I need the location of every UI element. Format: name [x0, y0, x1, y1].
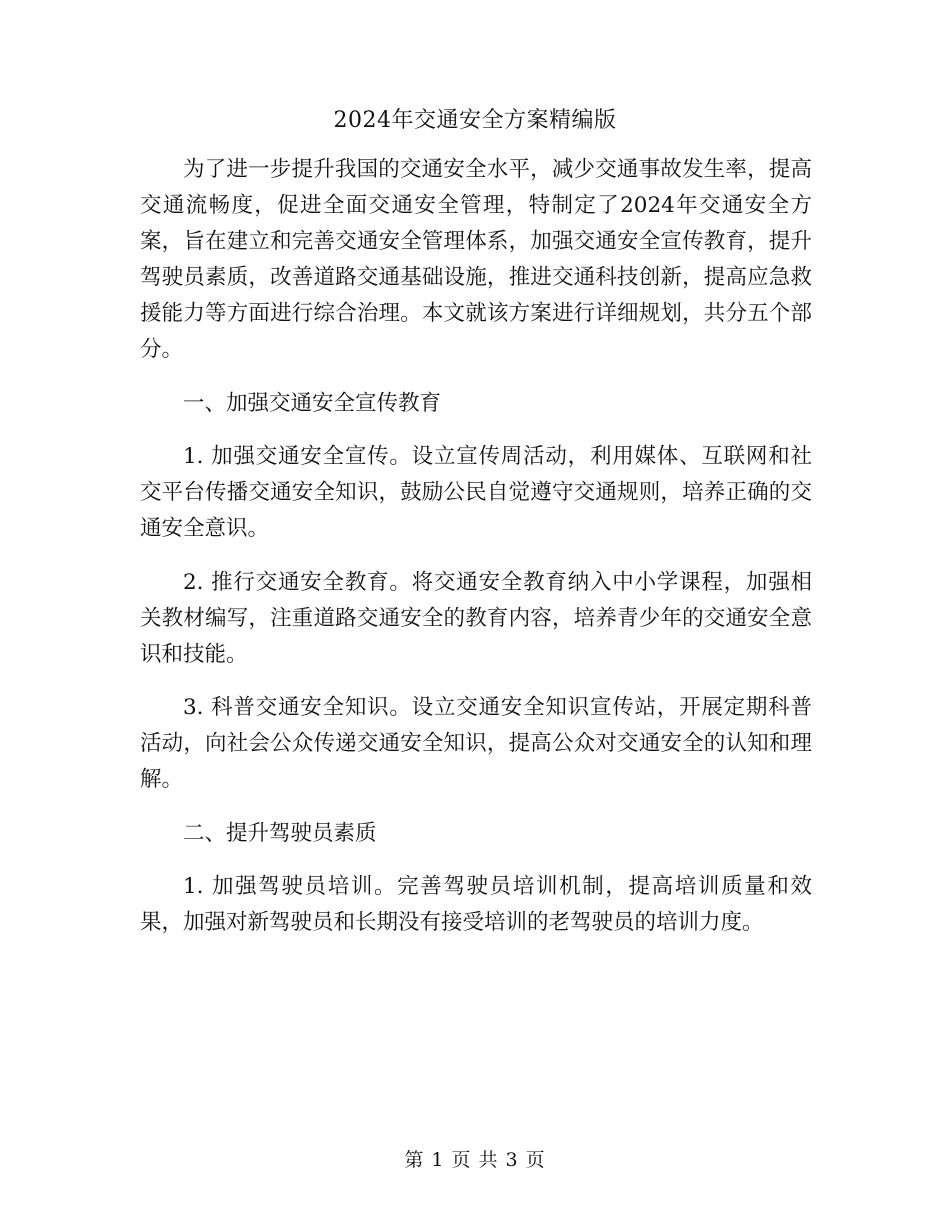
section-1-item-1: 1. 加强交通安全宣传。设立宣传周活动，利用媒体、互联网和社交平台传播交通安全知识，鼓励公民自觉遵守交通规则，培养正确的交通安全意识。: [140, 444, 812, 541]
document-body: [140, 152, 812, 959]
section-1-item-2: 2. 推行交通安全教育。将交通安全教育纳入中小学课程，加强相关教材编写，注重道路交通安全的教育内容，培养青少年的交通安全意识和技能。: [140, 569, 812, 667]
section-heading-1: 一、加强交通安全宣传教育: [183, 390, 442, 416]
section-heading-2: 二、提升驾驶员素质: [183, 820, 377, 846]
section-1-item-3: 3. 科普交通安全知识。设立交通安全知识宣传站，开展定期科普活动，向社会公众传递交通安全知识，提高公众对交通安全的认知和理解。: [140, 695, 812, 792]
document-title: 2024年交通安全方案精编版: [333, 108, 617, 133]
section-2-item-1: 1. 加强驾驶员培训。完善驾驶员培训机制，提高培训质量和效果，加强对新驾驶员和长期没有接受培训的老驾驶员的培训力度。: [140, 874, 812, 935]
page-footer: 第 1 页 共 3 页: [404, 1149, 546, 1171]
intro-paragraph: 为了进一步提升我国的交通安全水平，减少交通事故发生率，提高交通流畅度，促进全面交通安全管理，特制定了2024年交通安全方案，旨在建立和完善交通安全管理体系，加强交通安全宣传教育，提升驾驶员素质，改善道路交通基础设施，推进交通科技创新，提高应急救援能力等方面进行综合治理。本文就该方案进行详细规划，共分五个部分。: [140, 157, 812, 362]
